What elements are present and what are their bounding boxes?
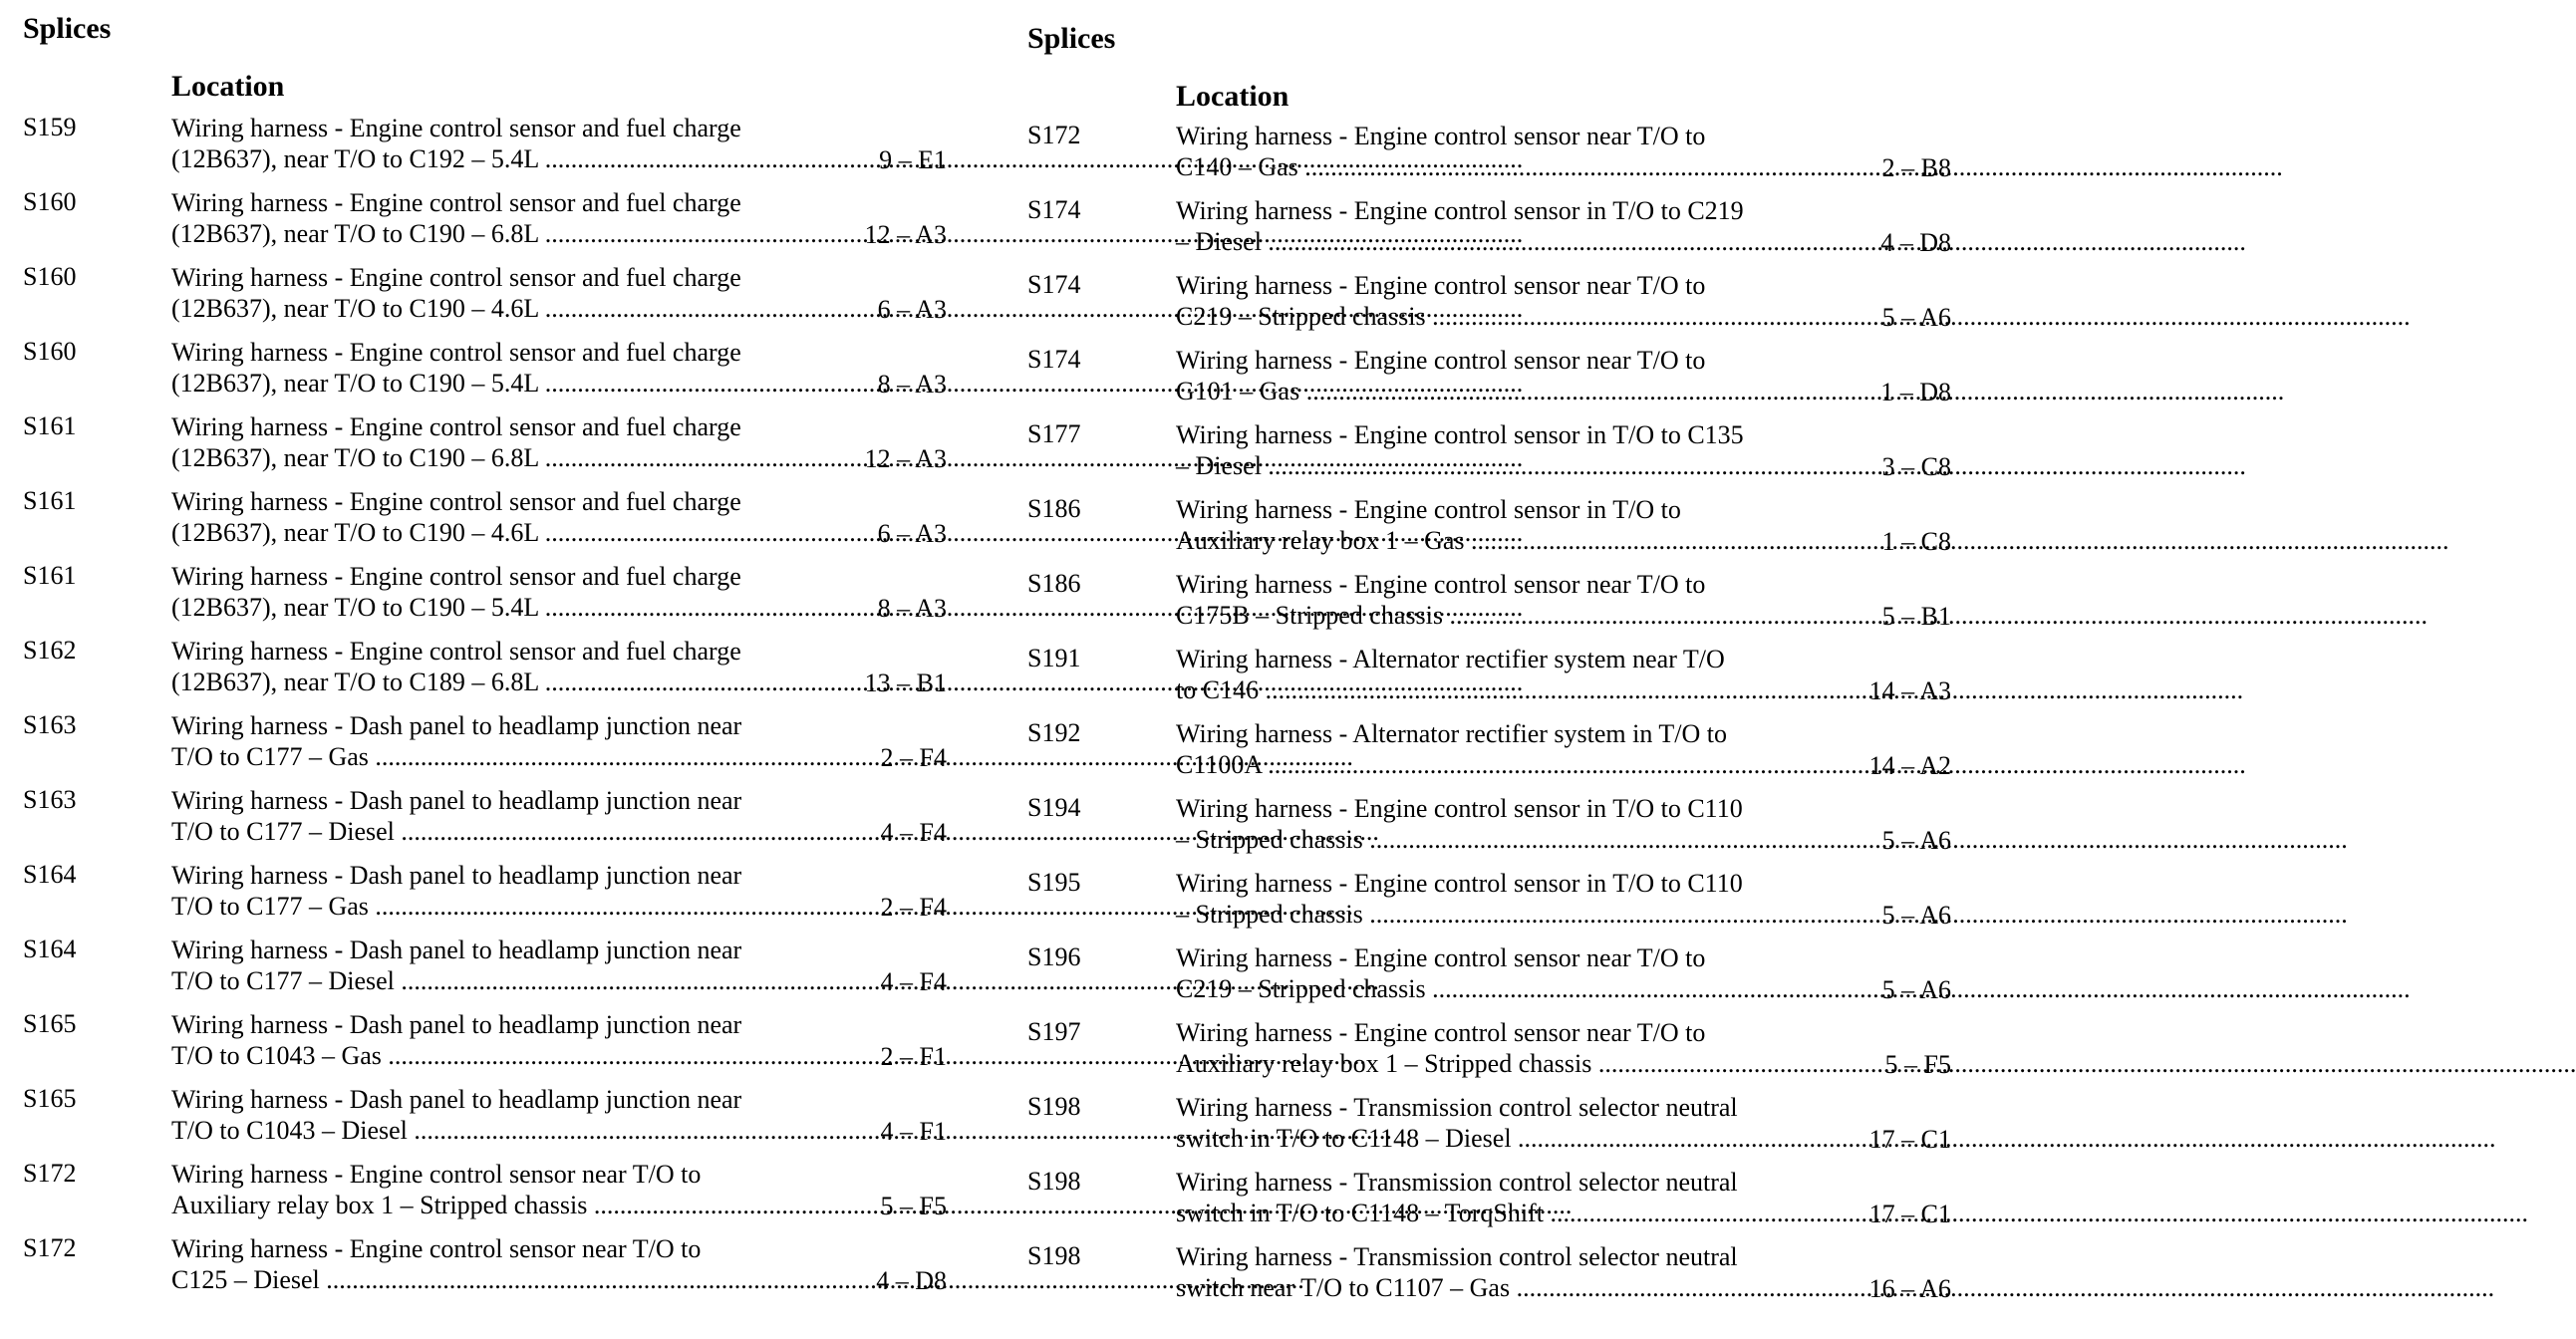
description-line-1: Wiring harness - Engine control sensor and fuel charge (171, 188, 741, 217)
splice-row (1024, 195, 1951, 270)
description-line-2: C219 – Stripped chassis ..... (1176, 301, 1772, 332)
splice-code: S162 (23, 636, 77, 665)
grid-reference: 5 – B1 (1881, 602, 1951, 631)
description-line-1: Wiring harness - Transmission control selector neutral (1176, 1093, 1738, 1122)
splice-code: S197 (1027, 1017, 1081, 1046)
description-line-2: T/O to C177 – Diesel ..... (171, 816, 767, 847)
splice-code: S174 (1027, 195, 1081, 224)
splice-code: S195 (1027, 868, 1081, 897)
description-line-1: Wiring harness - Transmission control selector neutral (1176, 1242, 1738, 1271)
splice-code: S161 (23, 486, 77, 515)
splice-code: S198 (1027, 1167, 1081, 1196)
description-line-1: Wiring harness - Engine control sensor and fuel charge (171, 412, 741, 441)
splice-code: S174 (1027, 345, 1081, 374)
description-line-2: T/O to C177 – Gas ..... (171, 891, 767, 922)
description-line-1: Wiring harness - Engine control sensor near T/O to (1176, 271, 1706, 300)
grid-reference: 5 – A6 (1881, 901, 1951, 930)
splice-location-description (1176, 419, 1772, 481)
splice-code: S186 (1027, 494, 1081, 523)
splice-row (1024, 868, 1951, 942)
grid-reference: 14 – A2 (1868, 751, 1951, 780)
description-line-2: C219 – Stripped chassis ..... (1176, 973, 1772, 1004)
splice-location-description (1176, 195, 1772, 257)
splice-code: S186 (1027, 569, 1081, 598)
splice-code: S198 (1027, 1092, 1081, 1121)
splice-row (1024, 345, 1951, 419)
right-section-title: Splices (1027, 22, 1116, 55)
description-line-1: Wiring harness - Engine control sensor near T/O to (1176, 943, 1706, 972)
description-line-1: Wiring harness - Engine control sensor and fuel charge (171, 487, 741, 516)
description-line-2: – Stripped chassis ..... (1176, 899, 1772, 930)
description-line-1: Wiring harness - Engine control sensor near T/O to (171, 1160, 702, 1189)
description-line-2: switch in T/O to C1148 – TorqShift ..... (1176, 1198, 1772, 1228)
splice-code: S172 (23, 1233, 77, 1262)
description-line-2: switch in T/O to C1148 – Diesel ..... (1176, 1123, 1772, 1154)
description-line-2: C175B – Stripped chassis ..... (1176, 600, 1772, 631)
description-line-1: Wiring harness - Dash panel to headlamp junction near (171, 936, 742, 964)
splice-row (1024, 494, 1951, 569)
splice-row (1024, 793, 1951, 868)
splice-row (20, 636, 947, 710)
splice-row (20, 1159, 947, 1233)
description-line-1: Wiring harness - Engine control sensor in T/O to C110 (1176, 794, 1743, 823)
grid-reference: 12 – A3 (864, 444, 947, 473)
splice-location-description (171, 710, 767, 772)
grid-reference: 1 – D8 (1880, 378, 1951, 406)
grid-reference: 12 – A3 (864, 220, 947, 249)
description-line-2: (12B637), near T/O to C190 – 4.6L ..... (171, 293, 767, 324)
description-line-1: Wiring harness - Engine control sensor in T/O to C110 (1176, 869, 1743, 898)
splice-code: S177 (1027, 419, 1081, 448)
splice-row (20, 1084, 947, 1159)
description-line-2: Auxiliary relay box 1 – Stripped chassis ..... (171, 1190, 767, 1220)
splice-row (1024, 718, 1951, 793)
splice-location-description (171, 486, 767, 548)
splice-code: S191 (1027, 644, 1081, 672)
description-line-2: T/O to C177 – Diesel ..... (171, 965, 767, 996)
splice-location-description (171, 561, 767, 623)
description-line-1: Wiring harness - Alternator rectifier system near T/O (1176, 645, 1725, 673)
splice-location-description (1176, 644, 1772, 705)
splice-row (1024, 569, 1951, 644)
splice-row (1024, 419, 1951, 494)
description-line-1: Wiring harness - Engine control sensor in T/O to C135 (1176, 420, 1744, 449)
left-location-heading: Location (171, 70, 285, 103)
description-line-1: Wiring harness - Dash panel to headlamp junction near (171, 711, 742, 740)
splice-location-description (1176, 345, 1772, 406)
splice-location-description (1176, 942, 1772, 1004)
description-line-2: T/O to C177 – Gas ..... (171, 741, 767, 772)
description-line-1: Wiring harness - Engine control sensor and fuel charge (171, 338, 741, 367)
grid-reference: 3 – C8 (1881, 452, 1951, 481)
splice-code: S194 (1027, 793, 1081, 822)
splice-location-description (1176, 868, 1772, 930)
grid-reference: 4 – F1 (880, 1117, 947, 1146)
splice-location-description (1176, 1167, 1772, 1228)
grid-reference: 2 – F1 (880, 1042, 947, 1071)
description-line-2: (12B637), near T/O to C190 – 4.6L ..... (171, 517, 767, 548)
grid-reference: 2 – F4 (880, 743, 947, 772)
description-line-1: Wiring harness - Alternator rectifier system in T/O to (1176, 719, 1727, 748)
grid-reference: 5 – A6 (1881, 303, 1951, 332)
splice-location-description (1176, 718, 1772, 780)
description-line-2: T/O to C1043 – Gas ..... (171, 1040, 767, 1071)
splice-code: S172 (23, 1159, 77, 1188)
splice-row (1024, 1092, 1951, 1167)
description-line-2: C140 – Gas ..... (1176, 151, 1772, 182)
splice-location-description (171, 860, 767, 922)
right-location-heading: Location (1176, 80, 1289, 113)
splice-code: S163 (23, 785, 77, 814)
splice-row (1024, 121, 1951, 195)
description-line-1: Wiring harness - Dash panel to headlamp junction near (171, 786, 742, 815)
grid-reference: 4 – D8 (1880, 228, 1951, 257)
description-line-1: Wiring harness - Dash panel to headlamp junction near (171, 861, 742, 890)
grid-reference: 5 – A6 (1881, 975, 1951, 1004)
splice-code: S160 (23, 337, 77, 366)
splice-location-description (171, 785, 767, 847)
splice-row (20, 262, 947, 337)
splice-code: S164 (23, 935, 77, 963)
grid-reference: 4 – D8 (876, 1266, 947, 1295)
description-line-2: G101 – Gas ..... (1176, 376, 1772, 406)
description-line-1: Wiring harness - Engine control sensor near T/O to (1176, 122, 1706, 150)
splice-row (20, 785, 947, 860)
splice-location-description (171, 1233, 767, 1295)
splice-code: S163 (23, 710, 77, 739)
grid-reference: 16 – A6 (1868, 1274, 1951, 1303)
grid-reference: 8 – A3 (877, 370, 947, 399)
description-line-2: (12B637), near T/O to C190 – 6.8L ..... (171, 218, 767, 249)
splice-code: S161 (23, 561, 77, 590)
splice-row (1024, 1167, 1951, 1241)
description-line-2: – Diesel ..... (1176, 450, 1772, 481)
splice-code: S174 (1027, 270, 1081, 299)
splice-row (20, 337, 947, 411)
description-line-1: Wiring harness - Engine control sensor near T/O to (1176, 346, 1706, 375)
description-line-2: to C146 ..... (1176, 674, 1772, 705)
splice-code: S172 (1027, 121, 1081, 149)
description-line-1: Wiring harness - Engine control sensor near T/O to (171, 1234, 702, 1263)
description-line-2: (12B637), near T/O to C192 – 5.4L ..... (171, 143, 767, 174)
splice-location-description (1176, 1092, 1772, 1154)
splice-location-description (1176, 494, 1772, 556)
description-line-2: Auxiliary relay box 1 – Gas ..... (1176, 525, 1772, 556)
splice-location-description (1176, 793, 1772, 855)
splice-location-description (171, 411, 767, 473)
splice-location-description (171, 935, 767, 996)
splice-code: S160 (23, 187, 77, 216)
description-line-1: Wiring harness - Dash panel to headlamp junction near (171, 1010, 742, 1039)
grid-reference: 2 – B8 (1881, 153, 1951, 182)
splice-row (1024, 942, 1951, 1017)
description-line-1: Wiring harness - Engine control sensor in T/O to C219 (1176, 196, 1744, 225)
grid-reference: 5 – F5 (880, 1192, 947, 1220)
description-line-2: (12B637), near T/O to C190 – 5.4L ..... (171, 368, 767, 399)
splice-location-description (171, 1159, 767, 1220)
description-line-1: Wiring harness - Transmission control selector neutral (1176, 1168, 1738, 1197)
description-line-1: Wiring harness - Engine control sensor near T/O to (1176, 1018, 1706, 1047)
description-line-2: (12B637), near T/O to C190 – 6.8L ..... (171, 442, 767, 473)
description-line-1: Wiring harness - Engine control sensor and fuel charge (171, 562, 741, 591)
splice-location-description (171, 187, 767, 249)
grid-reference: 17 – C1 (1868, 1125, 1951, 1154)
description-line-1: Wiring harness - Engine control sensor and fuel charge (171, 114, 741, 142)
splice-code: S165 (23, 1009, 77, 1038)
splice-code: S164 (23, 860, 77, 889)
splice-location-description (1176, 569, 1772, 631)
description-line-2: C1100A ..... (1176, 749, 1772, 780)
splice-row (20, 710, 947, 785)
grid-reference: 6 – A3 (877, 295, 947, 324)
grid-reference: 4 – F4 (880, 967, 947, 996)
splice-row (20, 935, 947, 1009)
splice-location-description (171, 1009, 767, 1071)
splice-location-description (1176, 121, 1772, 182)
splice-row (20, 1009, 947, 1084)
description-line-2: Auxiliary relay box 1 – Stripped chassis ..... (1176, 1048, 1772, 1079)
splice-row (20, 411, 947, 486)
description-line-2: – Stripped chassis ..... (1176, 824, 1772, 855)
description-line-1: Wiring harness - Engine control sensor and fuel charge (171, 637, 741, 666)
splice-code: S160 (23, 262, 77, 291)
description-line-2: (12B637), near T/O to C189 – 6.8L ..... (171, 667, 767, 697)
splice-row (20, 486, 947, 561)
splice-location-description (171, 337, 767, 399)
splice-location-description (1176, 1017, 1772, 1079)
description-line-2: (12B637), near T/O to C190 – 5.4L ..... (171, 592, 767, 623)
splice-row (20, 187, 947, 262)
grid-reference: 5 – F5 (1884, 1050, 1951, 1079)
splice-row (1024, 1241, 1951, 1316)
splice-row (20, 561, 947, 636)
left-section-title: Splices (23, 12, 112, 45)
splice-code: S198 (1027, 1241, 1081, 1270)
splice-row (1024, 644, 1951, 718)
splice-location-description (171, 636, 767, 697)
grid-reference: 5 – A6 (1881, 826, 1951, 855)
splice-location-description (171, 1084, 767, 1146)
splice-row (20, 1233, 947, 1308)
splice-location-description (171, 113, 767, 174)
grid-reference: 13 – B1 (864, 669, 947, 697)
splice-code: S196 (1027, 942, 1081, 971)
splice-row (1024, 1017, 1951, 1092)
grid-reference: 9 – E1 (879, 145, 947, 174)
grid-reference: 17 – C1 (1868, 1200, 1951, 1228)
splice-location-description (171, 262, 767, 324)
description-line-1: Wiring harness - Dash panel to headlamp junction near (171, 1085, 742, 1114)
description-line-1: Wiring harness - Engine control sensor near T/O to (1176, 570, 1706, 599)
splice-code: S161 (23, 411, 77, 440)
description-line-2: – Diesel ..... (1176, 226, 1772, 257)
description-line-2: T/O to C1043 – Diesel ..... (171, 1115, 767, 1146)
splice-row (20, 860, 947, 935)
splice-code: S159 (23, 113, 77, 141)
grid-reference: 8 – A3 (877, 594, 947, 623)
splice-row (1024, 270, 1951, 345)
description-line-1: Wiring harness - Engine control sensor in T/O to (1176, 495, 1681, 524)
splice-code: S192 (1027, 718, 1081, 747)
splice-location-description (1176, 1241, 1772, 1303)
splice-code: S165 (23, 1084, 77, 1113)
splice-row (20, 113, 947, 187)
grid-reference: 2 – F4 (880, 893, 947, 922)
description-line-1: Wiring harness - Engine control sensor and fuel charge (171, 263, 741, 292)
grid-reference: 6 – A3 (877, 519, 947, 548)
splice-location-description (1176, 270, 1772, 332)
description-line-2: C125 – Diesel ..... (171, 1264, 767, 1295)
description-line-2: switch near T/O to C1107 – Gas ..... (1176, 1272, 1772, 1303)
grid-reference: 14 – A3 (1868, 676, 1951, 705)
grid-reference: 4 – F4 (880, 818, 947, 847)
grid-reference: 1 – C8 (1881, 527, 1951, 556)
